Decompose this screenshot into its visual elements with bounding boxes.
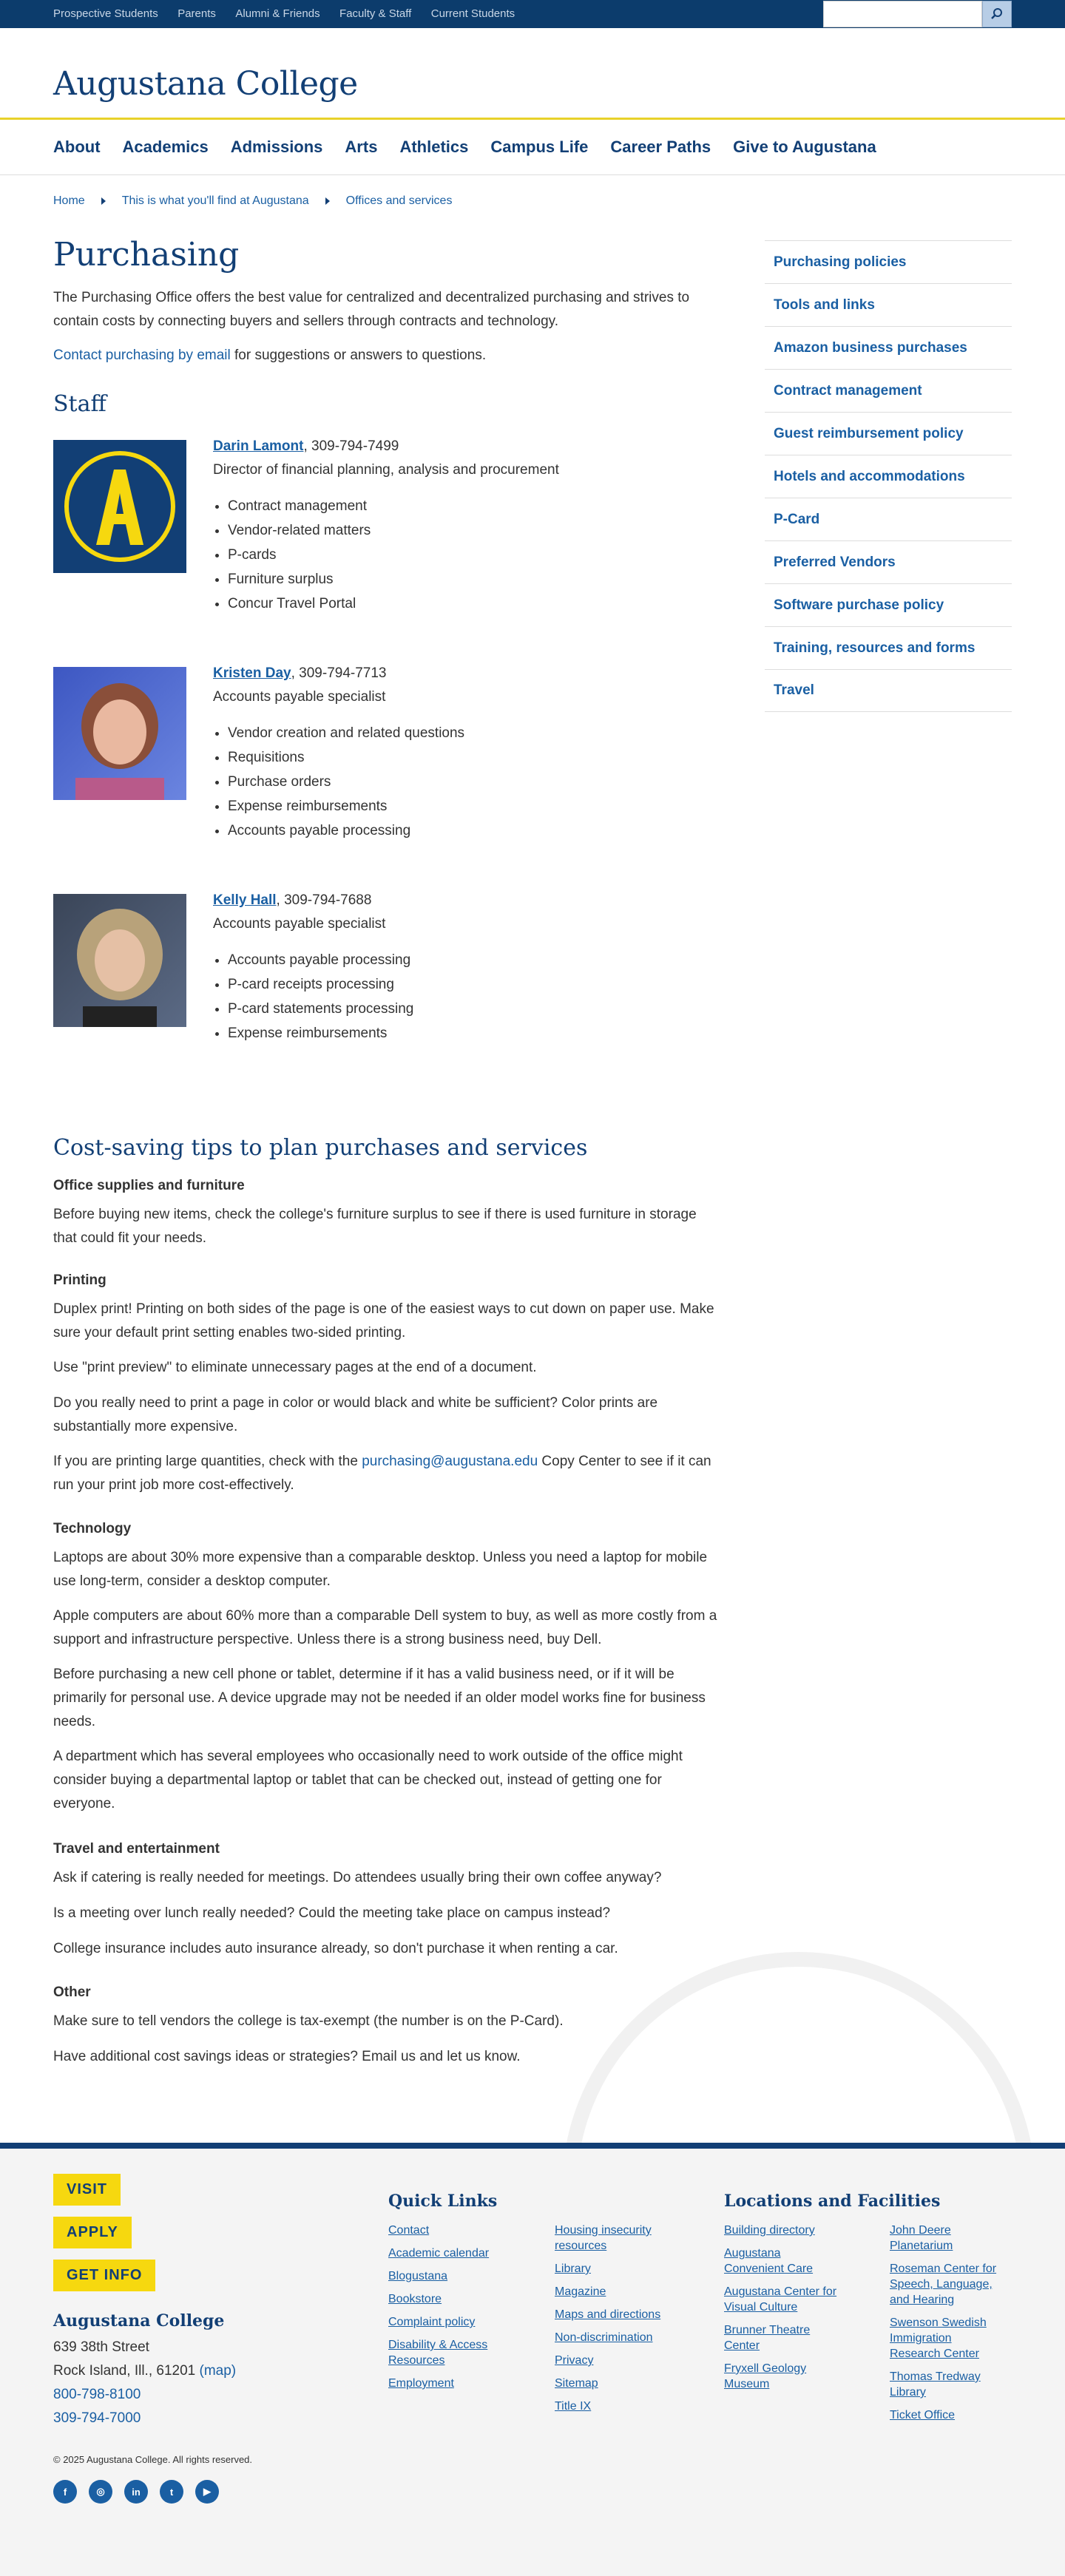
audience-link-prospective[interactable]: Prospective Students (53, 7, 158, 20)
tip-text: Before purchasing a new cell phone or tablet, determine if it has a valid business need, or if it will be primarily for personal use. A device upgrade may not be needed if an older model works fine for business needs. (53, 1667, 706, 1729)
duty-item: • Purchase orders (228, 770, 716, 794)
duty-item: • P-card receipts processing (228, 972, 716, 997)
tip-text: Ask if catering is really needed for meetings. Do attendees usually bring their own coffee anyway? (53, 1870, 662, 1885)
site-footer (0, 2143, 1065, 2576)
quick-link[interactable]: Privacy (555, 2354, 594, 2367)
staff-photo-placeholder (53, 440, 186, 573)
breadcrumb-about[interactable]: This is what you'll find at Augustana (121, 194, 309, 207)
staff-duties (213, 721, 716, 843)
tip-text: Laptops are about 30% more expensive than a comparable desktop. Unless you need a laptop for mobile use long-term, consider a desktop computer. (53, 1550, 708, 1589)
tip-text: Is a meeting over lunch really needed? Could the meeting take place on campus instead? (53, 1905, 611, 1921)
staff-name-link[interactable]: Darin Lamont (213, 438, 304, 454)
staff-heading: Staff (53, 391, 106, 417)
staff-name-line (213, 889, 716, 912)
staff-photo (53, 667, 186, 800)
staff-duties (213, 494, 716, 616)
duty-item: • Requisitions (228, 745, 716, 770)
page-title: Purchasing (53, 236, 240, 274)
quick-link[interactable]: Complaint policy (388, 2316, 476, 2328)
nav-admissions[interactable]: Admissions (230, 138, 323, 156)
staff-title: Accounts payable specialist (213, 916, 386, 932)
augustana-logo-icon (53, 440, 186, 573)
location-link[interactable]: Roseman Center for Speech, Language, and Hearing (890, 2263, 997, 2306)
nav-academics[interactable]: Academics (122, 138, 209, 156)
duty-item: • Expense reimbursements (228, 1021, 716, 1045)
audience-links (53, 7, 531, 21)
linkedin-icon[interactable]: in (124, 2480, 148, 2504)
search-button[interactable] (982, 1, 1012, 27)
youtube-icon[interactable]: ▶ (195, 2480, 219, 2504)
audience-link-current[interactable]: Current Students (430, 7, 515, 20)
twitter-icon[interactable]: t (160, 2480, 183, 2504)
chevron-right-icon (325, 197, 330, 205)
tips-heading: Cost-saving tips to plan purchases and services (53, 1135, 588, 1161)
staff-info (213, 662, 716, 843)
tip-text: Have additional cost savings ideas or strategies? Email us and let us know. (53, 2049, 521, 2064)
location-link[interactable]: Thomas Tredway Library (890, 2370, 981, 2399)
staff-name-line (213, 435, 716, 458)
quick-link[interactable]: Academic calendar (388, 2247, 490, 2260)
person-photo-icon (53, 894, 186, 1027)
tip-text: Make sure to tell vendors the college is tax-exempt (the number is on the P-Card). (53, 2013, 564, 2029)
tip-text: Duplex print! Printing on both sides of the page is one of the easiest ways to cut down on paper use. Make sure your default print setting enables two-sided printing. (53, 1301, 714, 1340)
sidebar-nav (765, 240, 1012, 712)
nav-campus-life[interactable]: Campus Life (490, 138, 589, 156)
quick-link[interactable]: Contact (388, 2224, 430, 2237)
duty-item: • P-cards (228, 543, 716, 567)
page-content (0, 212, 1065, 2141)
nav-athletics[interactable]: Athletics (399, 138, 469, 156)
staff-info (213, 889, 716, 1045)
quick-link[interactable]: Title IX (555, 2400, 592, 2413)
contact-line (53, 344, 719, 367)
visit-button[interactable]: VISIT (53, 2174, 121, 2206)
footer-org-name: Augustana College (53, 2311, 225, 2331)
duty-item: • Vendor creation and related questions (228, 721, 716, 745)
site-logo[interactable]: Augustana College (53, 65, 358, 103)
nav-career-paths[interactable]: Career Paths (610, 138, 711, 156)
phone-link-800[interactable]: 800-798-8100 (53, 2387, 141, 2402)
tip-text-a: If you are printing large quantities, check with the (53, 1454, 362, 1469)
audience-link-alumni[interactable]: Alumni & Friends (235, 7, 320, 20)
audience-link-faculty[interactable]: Faculty & Staff (339, 7, 412, 20)
copyright: © 2025 Augustana College. All rights reserved. (53, 2454, 253, 2465)
quick-link[interactable]: Bookstore (388, 2293, 442, 2305)
tip-text: Apple computers are about 60% more than a comparable Dell system to buy, as well as more costly from a support and infrastructure perspective. Unless there is a strong business need, buy Dell. (53, 1608, 717, 1647)
quick-link[interactable]: Maps and directions (555, 2308, 661, 2321)
contact-email-link[interactable]: Contact purchasing by email (53, 348, 231, 363)
sidebar-item-hotels[interactable]: Hotels and accommodations (765, 455, 1012, 498)
sidebar-item-tools-links[interactable]: Tools and links (765, 283, 1012, 326)
location-link[interactable]: Augustana Center for Visual Culture (724, 2285, 837, 2314)
duty-item: • Expense reimbursements (228, 794, 716, 818)
site-header (0, 28, 1065, 120)
sidebar-item-software[interactable]: Software purchase policy (765, 583, 1012, 626)
sidebar-item-guest-reimbursement[interactable]: Guest reimbursement policy (765, 412, 1012, 455)
staff-name-link[interactable]: Kristen Day (213, 665, 291, 681)
phone-link-309[interactable]: 309-794-7000 (53, 2410, 141, 2426)
staff-phone: , 309-794-7688 (276, 892, 372, 908)
breadcrumb-home[interactable]: Home (53, 194, 85, 207)
footer-address-1: 639 38th Street (53, 2339, 149, 2355)
quick-link[interactable]: Library (555, 2263, 591, 2275)
quick-link[interactable]: Non-discrimination (555, 2331, 653, 2344)
person-photo-icon (53, 667, 186, 800)
audience-link-parents[interactable]: Parents (178, 7, 216, 20)
quick-link[interactable]: Sitemap (555, 2377, 598, 2390)
staff-info (213, 435, 716, 616)
location-link[interactable]: Ticket Office (890, 2409, 956, 2421)
sidebar-item-travel[interactable]: Travel (765, 669, 1012, 712)
sidebar-item-preferred-vendors[interactable]: Preferred Vendors (765, 540, 1012, 583)
location-link[interactable]: Building directory (724, 2224, 815, 2237)
location-link[interactable]: Augustana Convenient Care (724, 2247, 814, 2275)
search-input[interactable] (823, 1, 982, 27)
sidebar-item-purchasing-policies[interactable]: Purchasing policies (765, 240, 1012, 283)
tip-text: Before buying new items, check the college's furniture surplus to see if there is used furniture in storage that could fit your needs. (53, 1207, 697, 1246)
utility-bar (0, 0, 1065, 28)
facebook-icon[interactable]: f (53, 2480, 77, 2504)
quick-link[interactable]: Housing insecurity resources (555, 2224, 652, 2252)
chevron-right-icon (101, 197, 106, 205)
technology-heading: Technology (53, 1521, 132, 1536)
staff-photo (53, 894, 186, 1027)
duty-item: • Accounts payable processing (228, 818, 716, 843)
quick-links-title: Quick Links (388, 2192, 498, 2211)
footer-address-city: Rock Island, Ill., 61201 (53, 2363, 200, 2379)
office-heading: Office supplies and furniture (53, 1178, 245, 1193)
tip-text: Do you really need to print a page in color or would black and white be sufficient? Color prints are substantially more expensive. (53, 1395, 658, 1434)
instagram-icon[interactable]: ◎ (89, 2480, 112, 2504)
quick-link[interactable]: Employment (388, 2377, 454, 2390)
location-link[interactable]: Fryxell Geology Museum (724, 2362, 807, 2390)
staff-title: Accounts payable specialist (213, 689, 386, 705)
search-icon (990, 7, 1004, 21)
sidebar-item-contract[interactable]: Contract management (765, 369, 1012, 412)
quick-link[interactable]: Disability & Access Resources (388, 2339, 488, 2367)
printing-heading: Printing (53, 1272, 106, 1288)
duty-item: • Accounts payable processing (228, 948, 716, 972)
intro-text: The Purchasing Office offers the best value for centralized and decentralized purchasing and strives to contain costs by connecting buyers and sellers through contracts and technology. (53, 290, 690, 329)
nav-about[interactable]: About (53, 138, 101, 156)
travel-heading: Travel and entertainment (53, 1841, 220, 1857)
location-link[interactable]: John Deere Planetarium (890, 2224, 953, 2252)
footer-address-2 (53, 2363, 236, 2379)
contact-rest-text: for suggestions or answers to questions. (230, 348, 487, 363)
staff-duties (213, 948, 716, 1045)
quick-link[interactable]: Blogustana (388, 2270, 448, 2282)
apply-button[interactable]: APPLY (53, 2217, 132, 2248)
tip-text (53, 1450, 719, 1497)
nav-arts[interactable]: Arts (345, 138, 378, 156)
staff-phone: , 309-794-7499 (303, 438, 399, 454)
main-nav (0, 120, 1065, 175)
breadcrumb (0, 190, 1065, 212)
sidebar-item-amazon[interactable]: Amazon business purchases (765, 326, 1012, 369)
nav-give[interactable]: Give to Augustana (733, 138, 876, 156)
duty-item: • Vendor-related matters (228, 518, 716, 543)
tip-text-b: Copy Center to see if it can run your print job more cost-effectively. (53, 1454, 711, 1493)
map-link[interactable]: (map) (199, 2363, 237, 2379)
sidebar-item-training[interactable]: Training, resources and forms (765, 626, 1012, 669)
staff-name-line (213, 662, 716, 685)
tip-text: A department which has several employees who occasionally need to work outside of the office might consider buying a departmental laptop or tablet that can be checked out, instead of getting one for everyone. (53, 1749, 683, 1811)
locations-title: Locations and Facilities (724, 2192, 941, 2211)
social-links (53, 2480, 231, 2504)
staff-phone: , 309-794-7713 (291, 665, 387, 681)
other-heading: Other (53, 1984, 91, 2000)
purchasing-email-link[interactable]: purchasing@augustana.edu (362, 1454, 538, 1469)
staff-title: Director of financial planning, analysis and procurement (213, 462, 559, 478)
duty-item: • Concur Travel Portal (228, 592, 716, 616)
location-link[interactable]: Brunner Theatre Center (724, 2324, 811, 2352)
breadcrumb-offices[interactable]: Offices and services (345, 194, 453, 207)
duty-item: • Furniture surplus (228, 567, 716, 592)
location-link[interactable]: Swenson Swedish Immigration Research Center (890, 2316, 987, 2360)
duty-item: • P-card statements processing (228, 997, 716, 1021)
quick-link[interactable]: Magazine (555, 2285, 606, 2298)
search-box (823, 1, 1012, 27)
duty-item: • Contract management (228, 494, 716, 518)
staff-name-link[interactable]: Kelly Hall (213, 892, 277, 908)
tip-text: Use "print preview" to eliminate unnecessary pages at the end of a document. (53, 1360, 537, 1375)
sidebar-item-pcard[interactable]: P-Card (765, 498, 1012, 540)
tip-text: College insurance includes auto insurance already, so don't purchase it when renting a car. (53, 1941, 618, 1956)
get-info-button[interactable]: GET INFO (53, 2260, 155, 2291)
